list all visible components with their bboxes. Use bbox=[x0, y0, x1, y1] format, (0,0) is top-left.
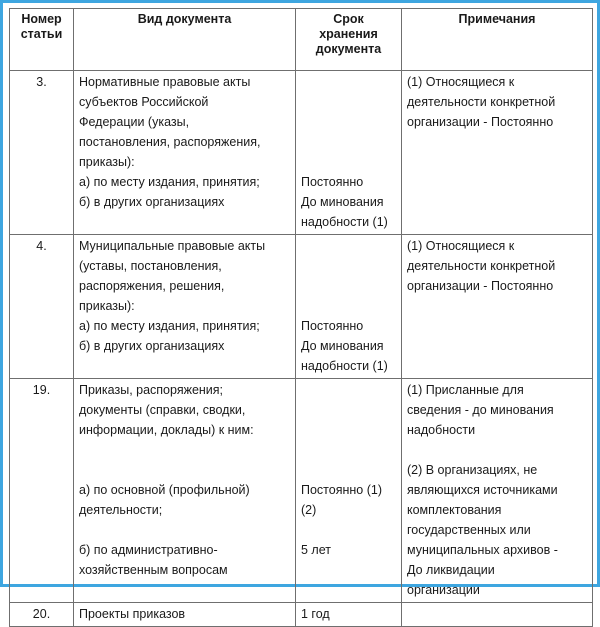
table-row bbox=[10, 379, 593, 603]
article-number: 20. bbox=[10, 603, 74, 627]
text-line: Вид документа bbox=[137, 12, 232, 26]
document-type bbox=[74, 71, 296, 235]
notes bbox=[402, 71, 593, 235]
blank-line bbox=[301, 380, 396, 400]
text-line: Приказы, распоряжения; bbox=[79, 383, 224, 397]
text-line: государственных или bbox=[407, 523, 531, 537]
blank-line bbox=[301, 520, 396, 540]
text-line: а) по месту издания, принятия; bbox=[79, 175, 260, 189]
text-line: приказы): bbox=[79, 299, 135, 313]
text-line: статьи bbox=[20, 27, 63, 41]
blank-line bbox=[301, 440, 396, 460]
text-line: (1) Относящиеся к bbox=[407, 75, 515, 89]
text-line: (2) В организациях, не bbox=[407, 463, 538, 477]
text-line: До минования bbox=[301, 339, 384, 353]
header-row bbox=[10, 9, 593, 71]
blank-line bbox=[79, 460, 290, 480]
text-line: постановления, распоряжения, bbox=[79, 135, 261, 149]
text-line: а) по месту издания, принятия; bbox=[79, 319, 260, 333]
blank-line bbox=[301, 276, 396, 296]
table-row bbox=[10, 603, 593, 627]
blank-line bbox=[407, 604, 587, 624]
text-line: (2) bbox=[301, 503, 317, 517]
text-line: приказы): bbox=[79, 155, 135, 169]
text-line: документа bbox=[315, 42, 382, 56]
text-line: организации - Постоянно bbox=[407, 279, 554, 293]
text-line: а) по основной (профильной) bbox=[79, 483, 250, 497]
blank-line bbox=[301, 72, 396, 92]
text-line: надобности (1) bbox=[301, 215, 388, 229]
text-line: организации bbox=[407, 583, 480, 597]
blank-line bbox=[301, 296, 396, 316]
text-line: Срок bbox=[333, 12, 364, 26]
text-line: распоряжения, решения, bbox=[79, 279, 225, 293]
text-line: (1) Относящиеся к bbox=[407, 239, 515, 253]
article-number: 4. bbox=[10, 235, 74, 379]
table-viewport bbox=[9, 8, 592, 621]
header-document-type bbox=[74, 9, 296, 71]
text-line: организации - Постоянно bbox=[407, 115, 554, 129]
text-line: 1 год bbox=[301, 607, 330, 621]
blank-line bbox=[301, 152, 396, 172]
text-line: надобности (1) bbox=[301, 359, 388, 373]
text-line: деятельности конкретной bbox=[407, 259, 556, 273]
blank-line bbox=[301, 132, 396, 152]
text-line: надобности bbox=[407, 423, 476, 437]
notes bbox=[402, 379, 593, 603]
notes bbox=[402, 235, 593, 379]
blank-line bbox=[301, 420, 396, 440]
blank-line bbox=[301, 112, 396, 132]
blank-line bbox=[301, 460, 396, 480]
table-row bbox=[10, 71, 593, 235]
text-line: До ликвидации bbox=[407, 563, 495, 577]
text-line: б) по административно- bbox=[79, 543, 218, 557]
document-type bbox=[74, 603, 296, 627]
blank-line bbox=[301, 236, 396, 256]
article-number: 3. bbox=[10, 71, 74, 235]
blank-line bbox=[301, 92, 396, 112]
text-line: документы (справки, сводки, bbox=[79, 403, 246, 417]
text-line: Постоянно (1) bbox=[301, 483, 382, 497]
header-retention-term bbox=[296, 9, 402, 71]
text-line: Номер bbox=[21, 12, 62, 26]
blank-line bbox=[407, 440, 587, 460]
article-number: 19. bbox=[10, 379, 74, 603]
text-line: хранения bbox=[319, 27, 378, 41]
text-line: муниципальных архивов - bbox=[407, 543, 558, 557]
retention-table bbox=[9, 8, 593, 627]
text-line: деятельности конкретной bbox=[407, 95, 556, 109]
document-type bbox=[74, 235, 296, 379]
blank-line bbox=[301, 256, 396, 276]
text-line: деятельности; bbox=[79, 503, 163, 517]
text-line: сведения - до минования bbox=[407, 403, 554, 417]
blank-line bbox=[79, 440, 290, 460]
text-line: До минования bbox=[301, 195, 384, 209]
text-line: Федерации (указы, bbox=[79, 115, 190, 129]
text-line: комплектования bbox=[407, 503, 502, 517]
text-line: являющихся источниками bbox=[407, 483, 558, 497]
notes bbox=[402, 603, 593, 627]
document-type bbox=[74, 379, 296, 603]
blank-line bbox=[301, 400, 396, 420]
text-line: б) в других организациях bbox=[79, 195, 225, 209]
text-line: Нормативные правовые акты bbox=[79, 75, 251, 89]
text-line: Постоянно bbox=[301, 175, 364, 189]
text-line: Постоянно bbox=[301, 319, 364, 333]
retention-term bbox=[296, 235, 402, 379]
text-line: б) в других организациях bbox=[79, 339, 225, 353]
text-line: (уставы, постановления, bbox=[79, 259, 222, 273]
retention-term bbox=[296, 603, 402, 627]
text-line: субъектов Российской bbox=[79, 95, 209, 109]
retention-term bbox=[296, 379, 402, 603]
text-line: (1) Присланные для bbox=[407, 383, 524, 397]
retention-term bbox=[296, 71, 402, 235]
text-line: Примечания bbox=[458, 12, 536, 26]
text-line: Проекты приказов bbox=[79, 607, 186, 621]
text-line: 5 лет bbox=[301, 543, 331, 557]
text-line: хозяйственным вопросам bbox=[79, 563, 228, 577]
text-line: Муниципальные правовые акты bbox=[79, 239, 266, 253]
header-article-number bbox=[10, 9, 74, 71]
header-notes bbox=[402, 9, 593, 71]
text-line: информации, доклады) к ним: bbox=[79, 423, 254, 437]
table-row bbox=[10, 235, 593, 379]
blank-line bbox=[79, 520, 290, 540]
